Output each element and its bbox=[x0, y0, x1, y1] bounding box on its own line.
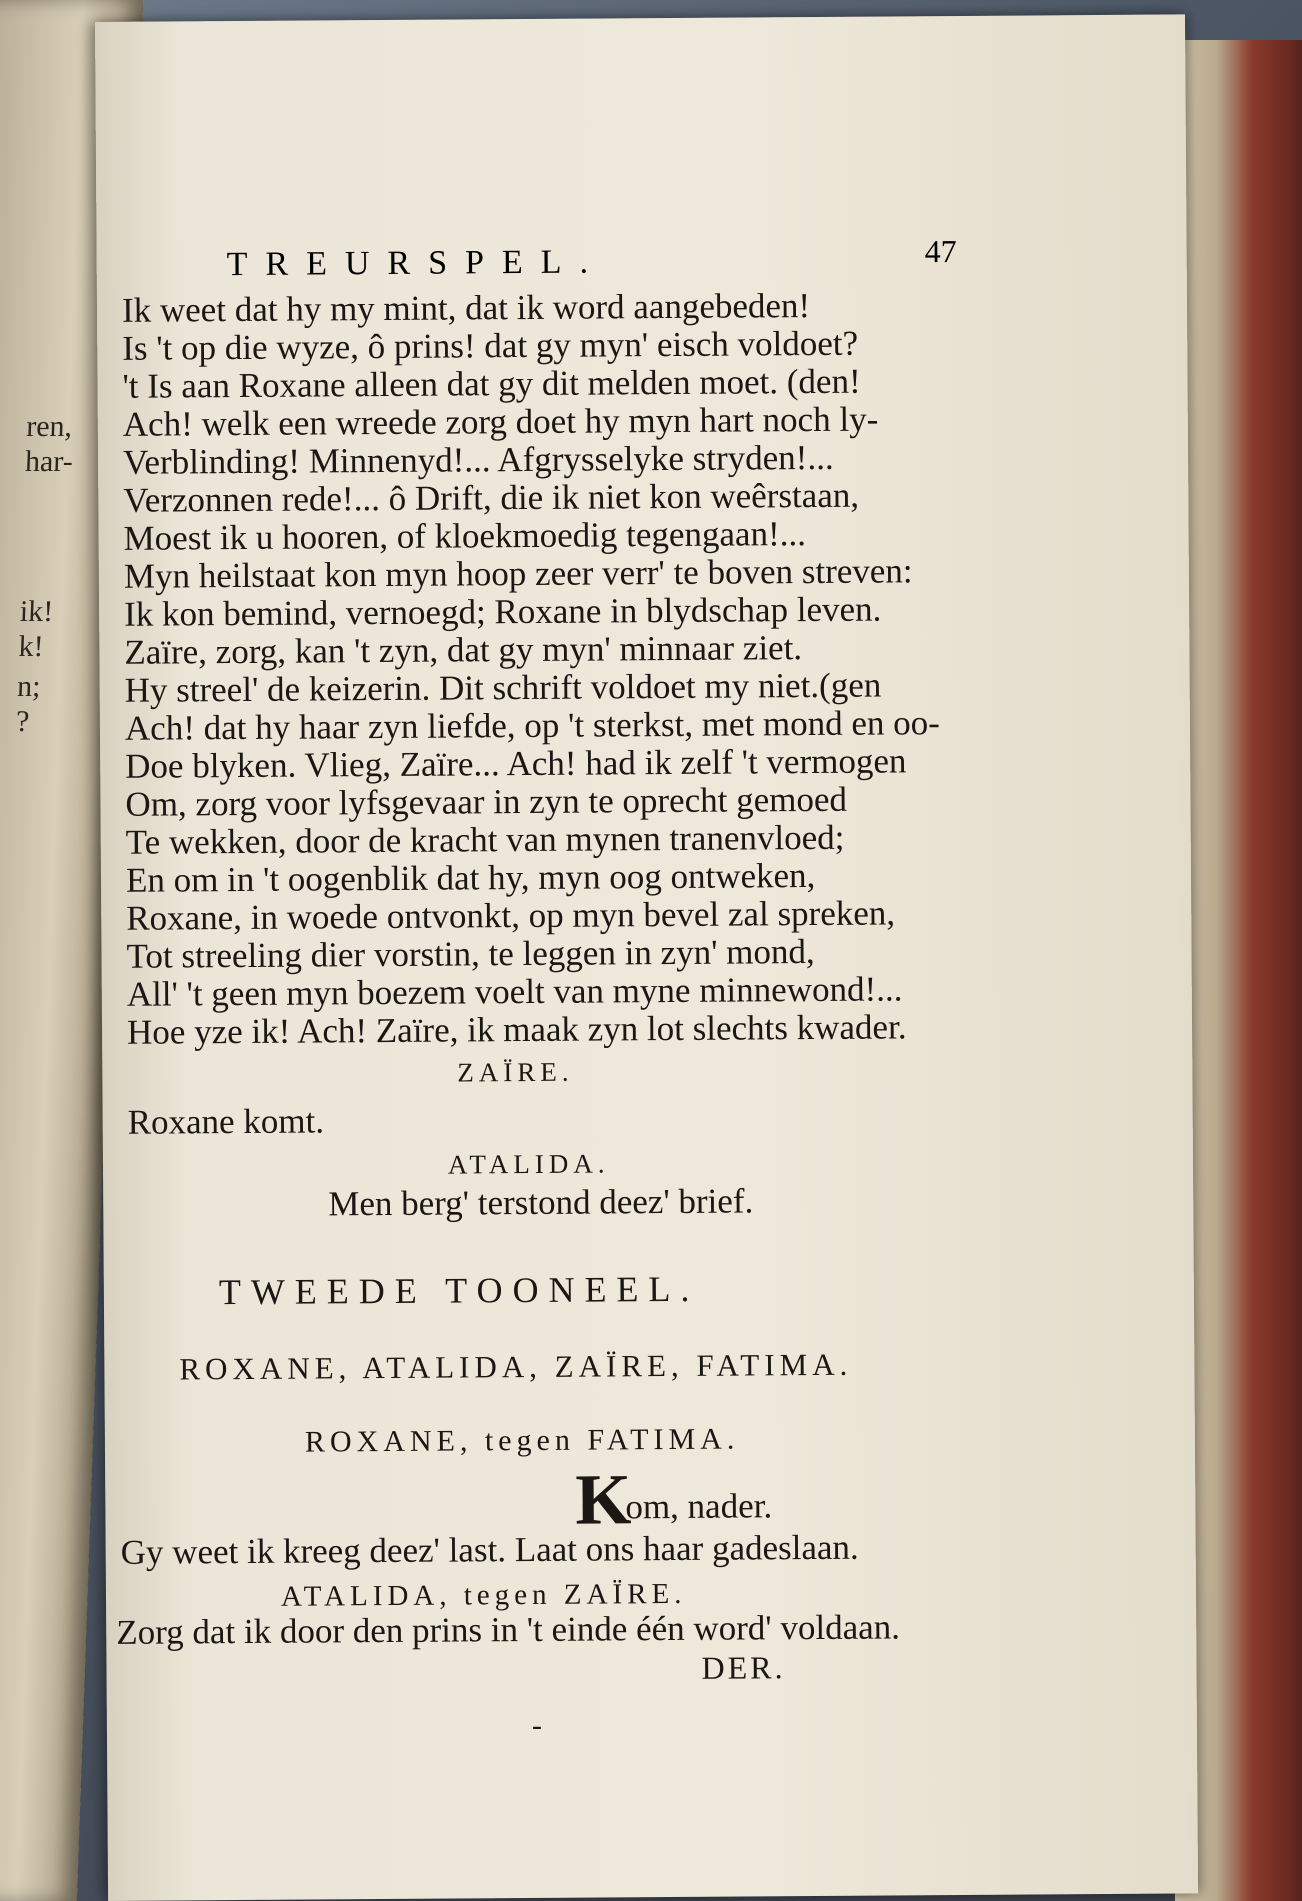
verse-line: Moest ik u hooren, of kloekmoedig tegengaan!... bbox=[123, 514, 807, 558]
left-page-fragment: n; bbox=[16, 670, 42, 703]
verse-line: Ik weet dat hy my mint, dat ik word aangebeden! bbox=[121, 286, 811, 330]
verse-line: Gy weet ik kreeg deez' last. Laat ons haar gadeslaan. bbox=[120, 1527, 859, 1572]
speaker-name: ZAÏRE. bbox=[457, 1056, 574, 1088]
verse-line: Verzonnen rede!... ô Drift, die ik niet kon weêrstaan, bbox=[123, 475, 860, 520]
verse-line: Ik kon bemind, vernoegd; Roxane in blydschap leven. bbox=[123, 589, 882, 634]
drop-initial: K bbox=[575, 1459, 632, 1540]
verse-line: Myn heilstaat kon myn hoop zeer verr' te boven streven: bbox=[123, 551, 913, 596]
stage-direction: ROXANE, tegen FATIMA. bbox=[304, 1422, 740, 1459]
verse-line: Men berg' terstond deez' brief. bbox=[328, 1181, 754, 1224]
left-page-fragment: ? bbox=[15, 705, 30, 738]
verse-line: Zaïre, zorg, kan 't zyn, dat gy myn' minnaar ziet. bbox=[124, 628, 803, 672]
verse-line: 't Is aan Roxane alleen dat gy dit melden moet. (den! bbox=[122, 361, 861, 406]
left-page-fragment: har- bbox=[24, 445, 74, 478]
verse-line: Roxane komt. bbox=[127, 1101, 325, 1142]
cast-list: ROXANE, ATALIDA, ZAÏRE, FATIMA. bbox=[179, 1346, 853, 1387]
scene-heading: TWEEDE TOONEEL. bbox=[218, 1268, 700, 1313]
left-page-fragment: k! bbox=[18, 630, 45, 663]
verse-line: Ach! welk een wreede zorg doet hy myn hart noch ly- bbox=[122, 399, 879, 444]
verse-line: om, nader. bbox=[625, 1486, 773, 1527]
verse-line: All' 't geen myn boezem voelt van myne minnewond!... bbox=[126, 969, 903, 1014]
catchword: DER. bbox=[701, 1649, 786, 1686]
left-page-fragment: ik! bbox=[19, 595, 54, 628]
page-number: 47 bbox=[924, 232, 957, 270]
verse-line: Tot streeling dier vorstin, te leggen in zyn' mond, bbox=[126, 931, 815, 976]
verse-line: En om in 't oogenblik dat hy, myn oog ontweken, bbox=[125, 855, 816, 900]
verse-line: Zorg dat ik door den prins in 't einde één word' voldaan. bbox=[116, 1607, 901, 1652]
verse-line: Verblinding! Minnenyd!... Afgrysselyke stryden!... bbox=[122, 437, 834, 482]
verse-line: Doe blyken. Vlieg, Zaïre... Ach! had ik zelf 't vermogen bbox=[125, 741, 907, 786]
verse-line: Hoe yze ik! Ach! Zaïre, ik maak zyn lot slechts kwader. bbox=[126, 1007, 907, 1052]
verse-line: Om, zorg voor lyfsgevaar in zyn te oprecht gemoed bbox=[125, 779, 848, 824]
verse-line: Hy streel' de keizerin. Dit schrift voldoet my niet.(gen bbox=[124, 665, 882, 710]
verse-line: Te wekken, door de kracht van mynen tranenvloed; bbox=[125, 817, 845, 862]
verse-line: Is 't op die wyze, ô prins! dat gy myn' eisch voldoet? bbox=[122, 323, 859, 368]
running-head-title: TREURSPEL. bbox=[226, 243, 607, 284]
book-page bbox=[95, 14, 1198, 1901]
dash-mark: - bbox=[531, 1708, 543, 1742]
stage-direction: ATALIDA, tegen ZAÏRE. bbox=[280, 1577, 687, 1613]
left-page-fragment: ren, bbox=[25, 410, 73, 443]
verse-line: Ach! dat hy haar zyn liefde, op 't sterkst, met mond en oo- bbox=[124, 703, 941, 748]
verse-line: Roxane, in woede ontvonkt, op myn bevel zal spreken, bbox=[126, 893, 896, 938]
speaker-name: ATALIDA. bbox=[447, 1148, 610, 1180]
